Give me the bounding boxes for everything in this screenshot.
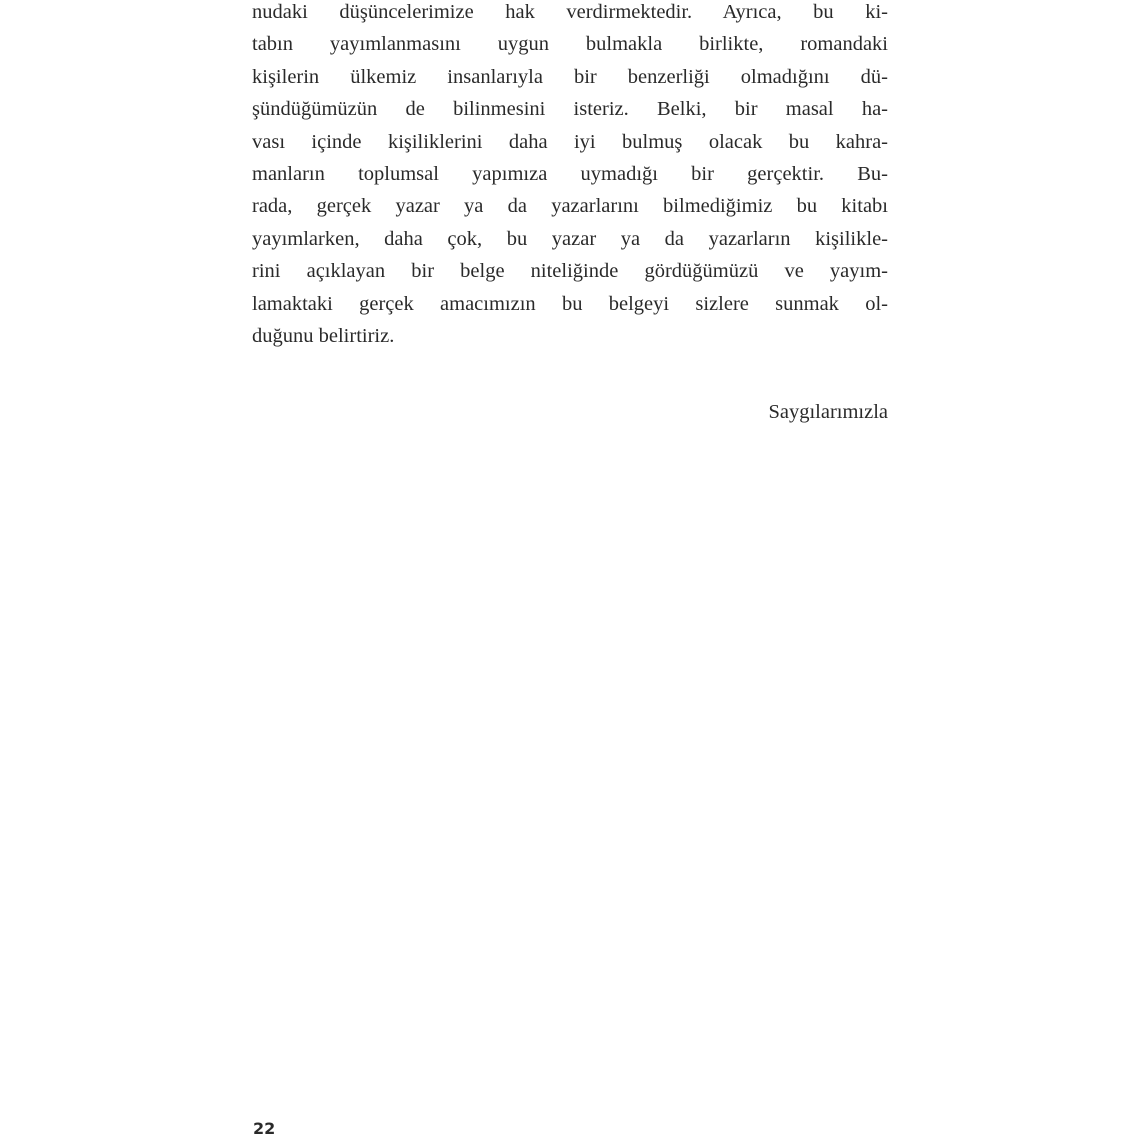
body-text — [252, 0, 888, 352]
text-line: tabın yayımlanmasını uygun bulmakla birlikte, romandaki — [252, 33, 888, 56]
page-number: 22 — [253, 1119, 276, 1138]
text-line: şündüğümüzün de bilinmesini isteriz. Belki, bir masal ha- — [252, 98, 888, 121]
text-line: nudaki düşüncelerimize hak verdirmektedir. Ayrıca, bu ki- — [252, 1, 888, 23]
text-line: manların toplumsal yapımıza uymadığı bir gerçektir. Bu- — [252, 162, 888, 185]
text-line: yayımlarken, daha çok, bu yazar ya da yazarların kişilikle- — [252, 227, 888, 250]
text-line: rada, gerçek yazar ya da yazarlarını bilmediğimiz bu kitabı — [252, 195, 888, 218]
closing-salutation: Saygılarımızla — [768, 401, 888, 423]
text-line: rini açıklayan bir belge niteliğinde gördüğümüzü ve yayım- — [252, 260, 888, 283]
text-line: vası içinde kişiliklerini daha iyi bulmuş olacak bu kahra- — [252, 130, 888, 153]
text-line: kişilerin ülkemiz insanlarıyla bir benzerliği olmadığını dü- — [252, 65, 888, 88]
text-line: lamaktaki gerçek amacımızın bu belgeyi sizlere sunmak ol- — [252, 292, 888, 315]
text-line: duğunu belirtiriz. — [252, 324, 395, 347]
